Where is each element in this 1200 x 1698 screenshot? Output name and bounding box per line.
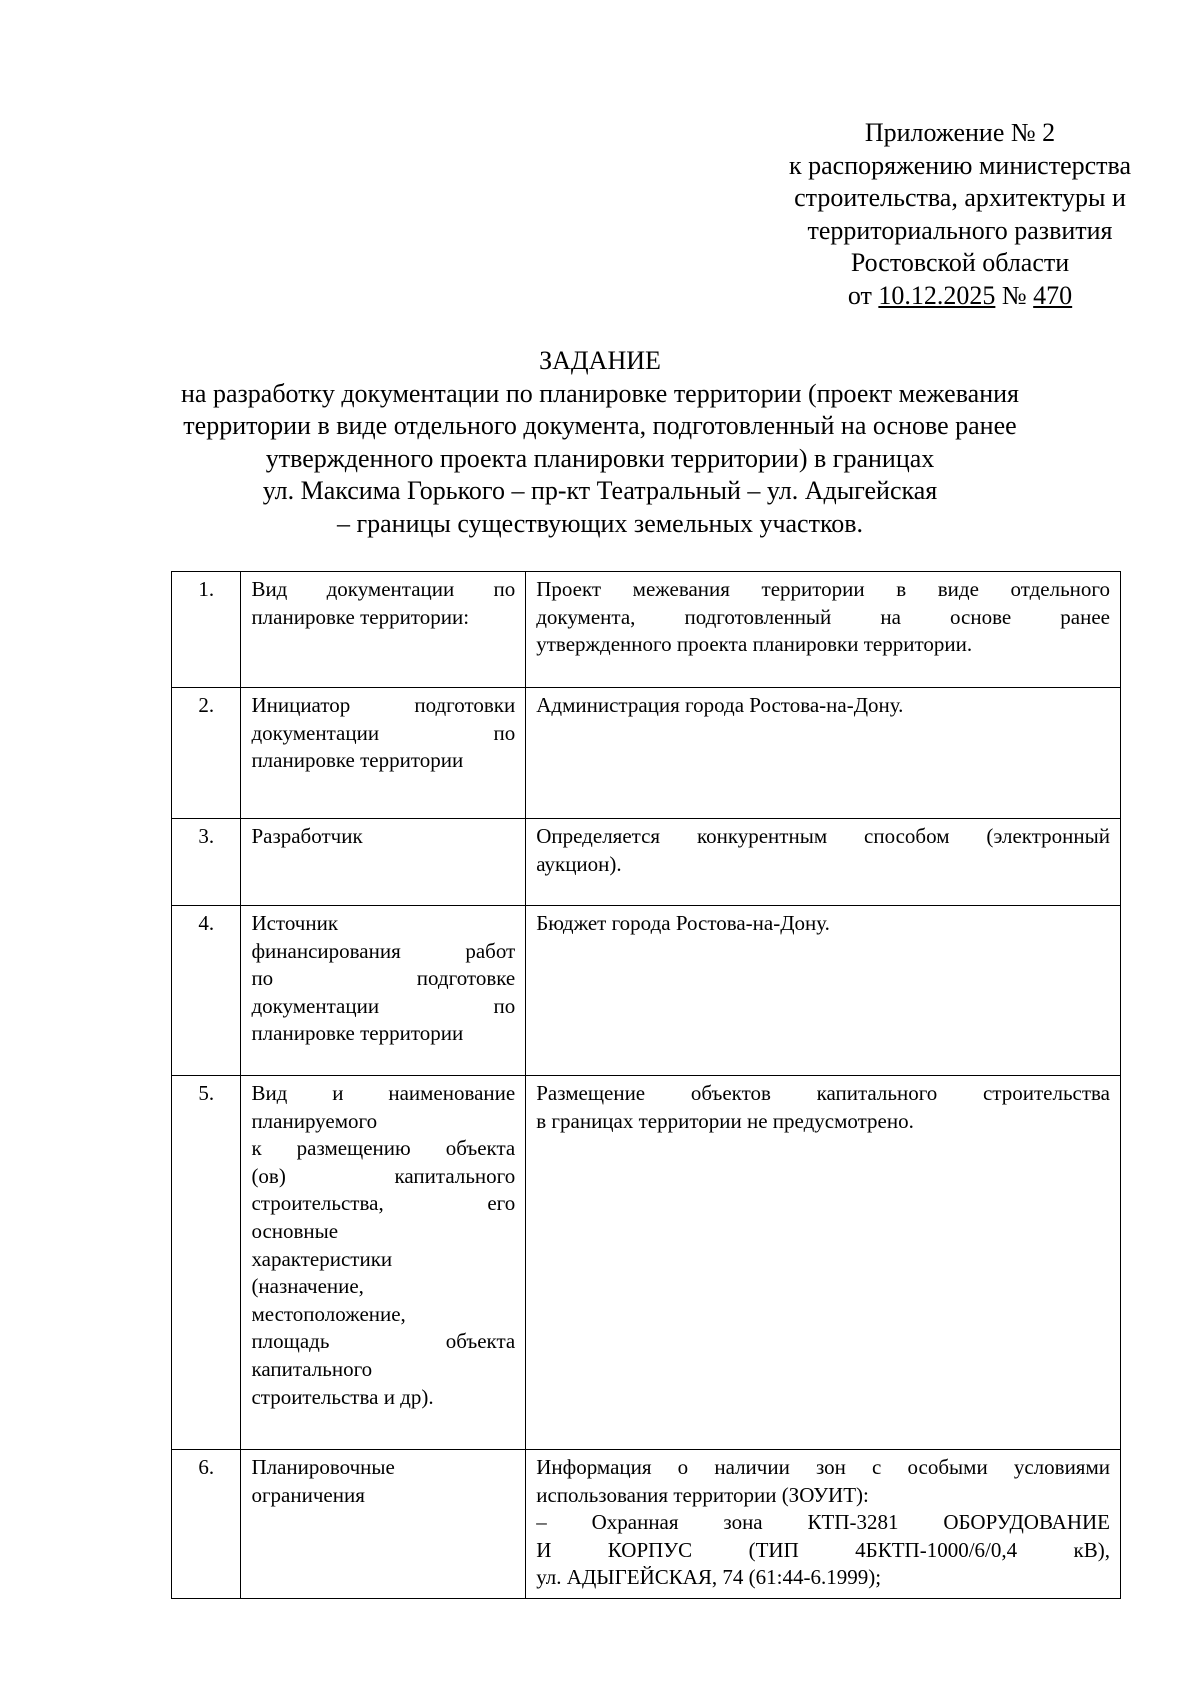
row-number: 6. — [172, 1450, 241, 1599]
row-value — [526, 1450, 1121, 1599]
row-value-line: Определяется конкурентным способом (электронный — [536, 824, 1110, 848]
row-value-line: Бюджет города Ростова-на-Дону. — [536, 911, 830, 935]
row-name-line: финансирования работ — [251, 938, 516, 963]
title-line-1: на разработку документации по планировке территории (проект межевания — [181, 378, 1019, 408]
row-name-line: Источник — [251, 911, 339, 935]
row-value-line: Проект межевания территории в виде отдельного — [536, 577, 1110, 601]
row-name — [241, 572, 526, 688]
appendix-order-ref: к распоряжению министерства — [788, 150, 1131, 180]
row-name-line: планировке территории — [251, 1021, 464, 1046]
row-name-line: планируемого — [251, 1108, 378, 1133]
row-name-line: строительства, его — [251, 1191, 516, 1216]
row-number: 1. — [172, 572, 241, 688]
row-name-line: основные — [251, 1218, 339, 1243]
row-name-line: местоположение, — [251, 1301, 406, 1326]
row-number: 3. — [172, 819, 241, 906]
row-value-line: И КОРПУС (ТИП 4БКТП-1000/6/0,4 кВ), — [536, 1537, 1110, 1562]
table-row — [172, 572, 1121, 688]
appendix-date-line — [760, 280, 1160, 313]
order-date: 10.12.2025 — [878, 280, 996, 310]
row-name-line: ограничения — [251, 1482, 365, 1507]
row-name — [241, 1076, 526, 1450]
row-value-line: – Охранная зона КТП-3281 ОБОРУДОВАНИЕ — [536, 1510, 1110, 1535]
table-row — [172, 688, 1121, 819]
row-name — [241, 819, 526, 906]
row-name-line: Вид и наименование — [251, 1081, 516, 1105]
order-number: 470 — [1033, 280, 1073, 310]
row-value — [526, 906, 1121, 1076]
row-name-line: площадь объекта — [251, 1329, 516, 1354]
row-name-line: (назначение, — [251, 1274, 364, 1299]
task-table — [171, 571, 1121, 1599]
row-name-line: Планировочные — [251, 1455, 395, 1479]
date-prefix: от — [847, 280, 872, 310]
row-value-line: Информация о наличии зон с особыми условиями — [536, 1455, 1110, 1479]
row-number: 5. — [172, 1076, 241, 1450]
appendix-header — [760, 117, 1160, 312]
appendix-ministry-line-1: строительства, архитектуры и — [794, 183, 1126, 212]
appendix-ministry-line-2: территориального развития — [807, 215, 1113, 245]
row-name-line: характеристики — [251, 1246, 393, 1271]
row-name-line: капитального — [251, 1356, 373, 1381]
row-name — [241, 688, 526, 819]
row-value — [526, 572, 1121, 688]
table-row — [172, 819, 1121, 906]
row-name-line: (ов) капитального — [251, 1163, 516, 1188]
row-name-line: Инициатор подготовки — [251, 693, 516, 717]
row-name-line: к размещению объекта — [251, 1136, 516, 1161]
row-value-line: аукцион). — [536, 851, 622, 876]
row-name — [241, 906, 526, 1076]
row-value-line: ул. АДЫГЕЙСКАЯ, 74 (61:44-6.1999); — [536, 1565, 882, 1590]
row-name — [241, 1450, 526, 1599]
row-value-line: использования территории (ЗОУИТ): — [536, 1482, 869, 1507]
title-line-4: ул. Максима Горького – пр-кт Театральный – ул. Адыгейская — [262, 476, 938, 505]
title-heading: ЗАДАНИЕ — [539, 346, 661, 375]
row-value-line: документа, подготовленный на основе ранее — [536, 604, 1110, 629]
row-name-line: Разработчик — [251, 824, 363, 848]
title-line-3: утвержденного проекта планировки территории) в границах — [265, 443, 935, 473]
row-value — [526, 688, 1121, 819]
row-value — [526, 1076, 1121, 1450]
table-row — [172, 1076, 1121, 1450]
row-name-line: по подготовке — [251, 966, 516, 991]
row-name-line: документации по — [251, 720, 516, 745]
row-value-line: утвержденного проекта планировки территории. — [536, 632, 973, 657]
row-name-line: документации по — [251, 993, 516, 1018]
table-row — [172, 1450, 1121, 1599]
appendix-number: Приложение № 2 — [864, 118, 1056, 147]
row-name-line: планировке территории — [251, 748, 464, 773]
row-name-line: планировке территории: — [251, 604, 470, 629]
row-value — [526, 819, 1121, 906]
row-name-line: Вид документации по — [251, 577, 516, 601]
appendix-region: Ростовской области — [850, 248, 1070, 277]
row-value-line: в границах территории не предусмотрено. — [536, 1108, 914, 1133]
table-row — [172, 906, 1121, 1076]
title-line-5: – границы существующих земельных участков. — [336, 508, 864, 538]
number-sign: № — [1001, 280, 1027, 310]
row-value-line: Администрация города Ростова-на-Дону. — [536, 693, 904, 717]
row-number: 4. — [172, 906, 241, 1076]
document-title — [150, 345, 1050, 540]
row-name-line: строительства и др). — [251, 1384, 434, 1409]
row-number: 2. — [172, 688, 241, 819]
row-value-line: Размещение объектов капитального строительства — [536, 1081, 1110, 1105]
title-line-2: территории в виде отдельного документа, подготовленный на основе ранее — [183, 411, 1017, 440]
